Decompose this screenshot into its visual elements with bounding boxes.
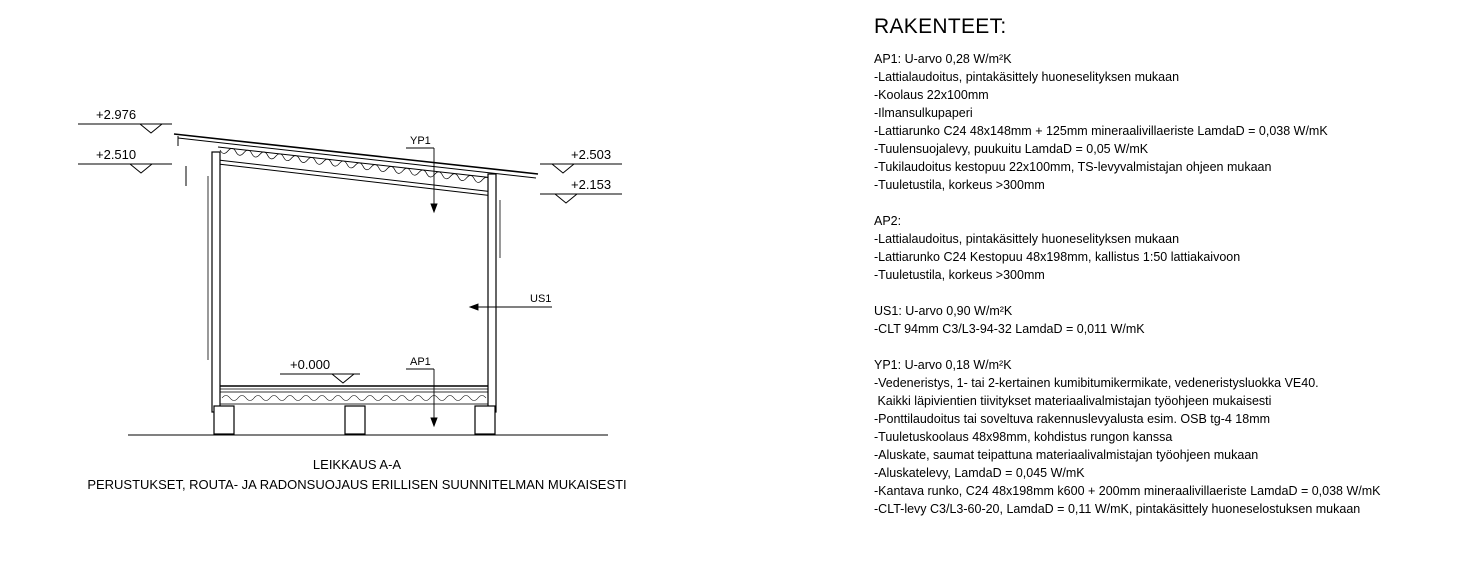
spec-line: Kaikki läpivientien tiivitykset materiaalivalmistajan työohjeen mukaisesti [874, 394, 1272, 408]
spec-block-us1 [874, 302, 1474, 338]
spec-line: -Tuulensuojalevy, puukuitu LamdaD = 0,05 W/mK [874, 142, 1149, 156]
spec-block-ap2 [874, 212, 1474, 284]
foundation-posts [214, 406, 495, 434]
spec-heading: AP2: [874, 214, 902, 228]
spec-heading: AP1: U-arvo 0,28 W/m²K [874, 52, 1012, 66]
spec-line: -Koolaus 22x100mm [874, 88, 989, 102]
spec-line: -CLT 94mm C3/L3-94-32 LamdaD = 0,011 W/mK [874, 322, 1145, 336]
spec-block-ap1 [874, 50, 1474, 194]
level-label-2503: +2.503 [571, 147, 612, 162]
specs-title: RAKENTEET: [874, 15, 1007, 38]
spec-heading: US1: U-arvo 0,90 W/m²K [874, 304, 1013, 318]
spec-line: -Tukilaudoitus kestopuu 22x100mm, TS-levyvalmistajan ohjeen mukaan [874, 160, 1272, 174]
tag-roof-yp1: YP1 [410, 135, 431, 147]
walls [208, 152, 500, 412]
level-label-0000: +0.000 [290, 357, 331, 372]
spec-line: -Tuuletustila, korkeus >300mm [874, 268, 1045, 282]
spec-line: -CLT-levy C3/L3-60-20, LamdaD = 0,11 W/mK, pintakäsittely huoneselostuksen mukaan [874, 502, 1361, 516]
level-label-2976: +2.976 [96, 107, 137, 122]
spec-line: -Tuuletuskoolaus 48x98mm, kohdistus rungon kanssa [874, 430, 1173, 444]
callout-leaders [406, 148, 552, 426]
roof-structure [174, 134, 538, 196]
level-marks [78, 124, 622, 383]
caption-title: LEIKKAUS A-A [312, 457, 402, 472]
spec-line: -Aluskate, saumat teipattuna materiaalivalmistajan työohjeen mukaan [874, 448, 1259, 462]
level-label-2510: +2.510 [96, 147, 137, 162]
spec-heading: YP1: U-arvo 0,18 W/m²K [874, 358, 1012, 372]
spec-line: -Lattialaudoitus, pintakäsittely huoneselityksen mukaan [874, 232, 1180, 246]
spec-line: -Kantava runko, C24 48x198mm k600 + 200mm mineraalivillaeriste LamdaD = 0,038 W/mK [874, 484, 1381, 498]
spec-line: -Vedeneristys, 1- tai 2-kertainen kumibitumikermikate, vedeneristysluokka VE40. [874, 376, 1319, 390]
spec-line: -Ponttilaudoitus tai soveltuva rakennuslevyalusta esim. OSB tg-4 18mm [874, 412, 1271, 426]
floor-structure [220, 386, 488, 404]
spec-line: -Tuuletustila, korkeus >300mm [874, 178, 1045, 192]
structures-spec-panel [874, 14, 1474, 536]
tag-floor-ap1: AP1 [410, 356, 431, 368]
spec-line: -Lattiarunko C24 48x148mm + 125mm mineraalivillaeriste LamdaD = 0,038 W/mK [874, 124, 1328, 138]
spec-line: -Lattiarunko C24 Kestopuu 48x198mm, kallistus 1:50 lattiakaivoon [874, 250, 1241, 264]
tag-wall-us1: US1 [530, 293, 552, 305]
spec-block-yp1 [874, 356, 1474, 518]
caption-note: PERUSTUKSET, ROUTA- JA RADONSUOJAUS ERILLISEN SUUNNITELMAN MUKAISESTI [87, 477, 627, 492]
spec-line: -Lattialaudoitus, pintakäsittely huoneselityksen mukaan [874, 70, 1180, 84]
level-label-2153: +2.153 [571, 177, 612, 192]
spec-line: -Ilmansulkupaperi [874, 106, 973, 120]
spec-line: -Aluskatelevy, LamdaD = 0,045 W/mK [874, 466, 1085, 480]
